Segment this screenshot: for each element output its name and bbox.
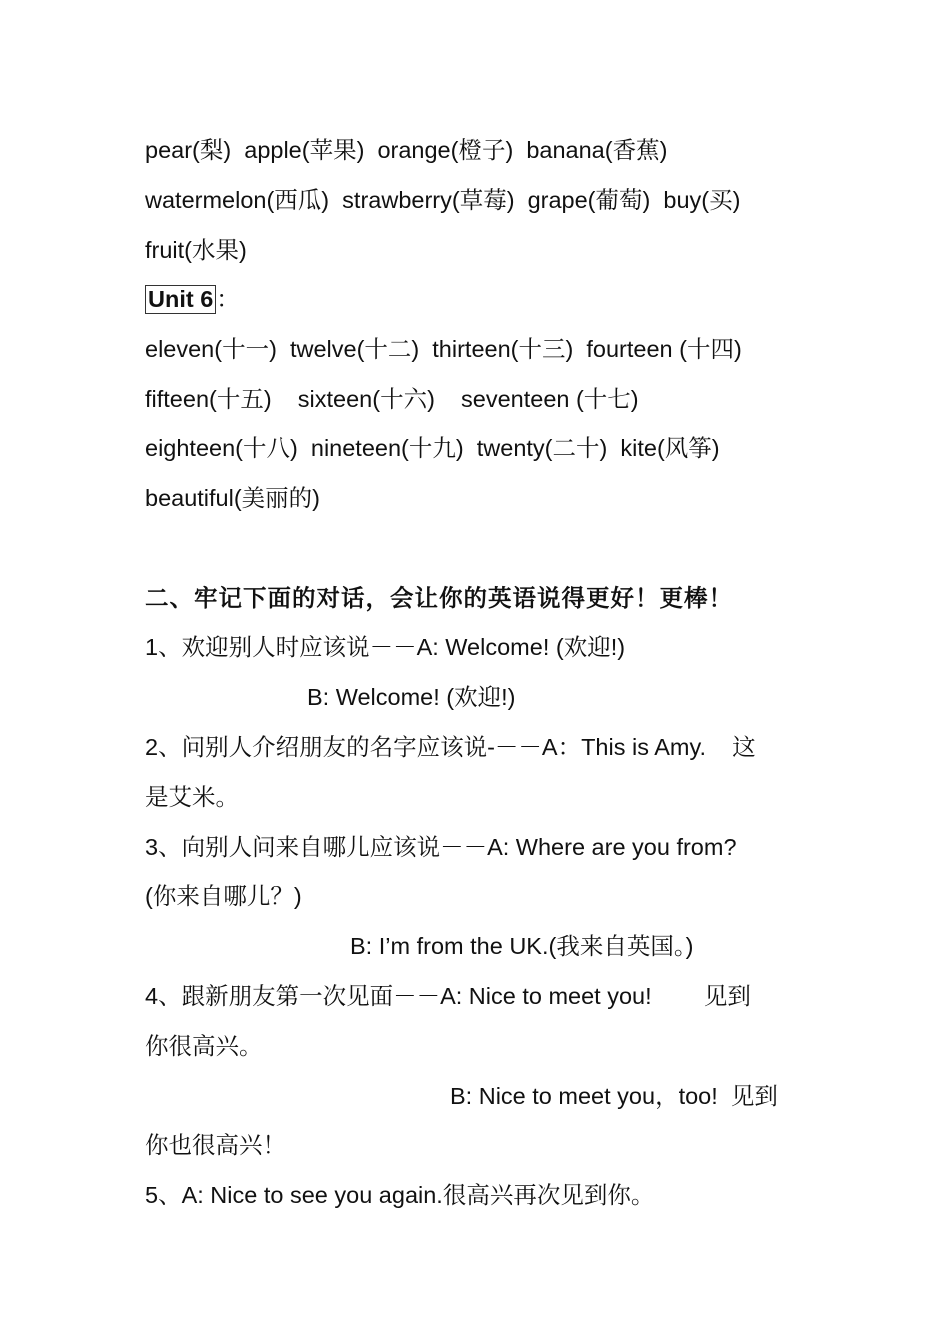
vocab-line-2: watermelon(西瓜) strawberry(草莓) grape(葡萄) buy(买)	[145, 187, 741, 213]
unit-6-colon: ：	[216, 286, 240, 312]
dialogue-4d: 你也很高兴！	[145, 1132, 286, 1158]
unit6-line-2: fifteen(十五) sixteen(十六) seventeen (十七)	[145, 386, 639, 412]
dialogue-3c: B: I’m from the UK.(我来自英国。)	[350, 933, 694, 959]
dialogue-1b: B: Welcome! (欢迎!)	[307, 684, 516, 710]
dialogue-2b: 是艾米。	[145, 784, 239, 810]
dialogue-5a: 5、A: Nice to see you again.很高兴再次见到你。	[145, 1182, 655, 1208]
unit-6-heading-line	[145, 279, 240, 319]
unit6-line-3: eighteen(十八) nineteen(十九) twenty(二十) kite(风筝)	[145, 435, 720, 461]
unit6-line-4: beautiful(美丽的)	[145, 485, 320, 511]
dialogue-section-title: 二、牢记下面的对话，会让你的英语说得更好！更棒！	[145, 585, 733, 611]
dialogue-4b: 你很高兴。	[145, 1033, 263, 1059]
dialogue-1a: 1、欢迎别人时应该说－－A: Welcome! (欢迎!)	[145, 634, 626, 660]
dialogue-3a: 3、向别人问来自哪儿应该说－－A: Where are you from?	[145, 834, 737, 860]
unit-6-heading: Unit 6	[145, 285, 216, 314]
dialogue-3b: (你来自哪儿？)	[145, 883, 302, 909]
dialogue-2a: 2、问别人介绍朋友的名字应该说-－－A：This is Amy. 这	[145, 734, 756, 760]
vocab-line-1: pear(梨) apple(苹果) orange(橙子) banana(香蕉)	[145, 137, 668, 163]
vocab-line-3: fruit(水果)	[145, 237, 247, 263]
unit6-line-1: eleven(十一) twelve(十二) thirteen(十三) fourteen (十四)	[145, 336, 742, 362]
dialogue-4a: 4、跟新朋友第一次见面－－A: Nice to meet you! 见到	[145, 983, 751, 1009]
dialogue-4c: B: Nice to meet you，too! 见到	[450, 1083, 778, 1109]
